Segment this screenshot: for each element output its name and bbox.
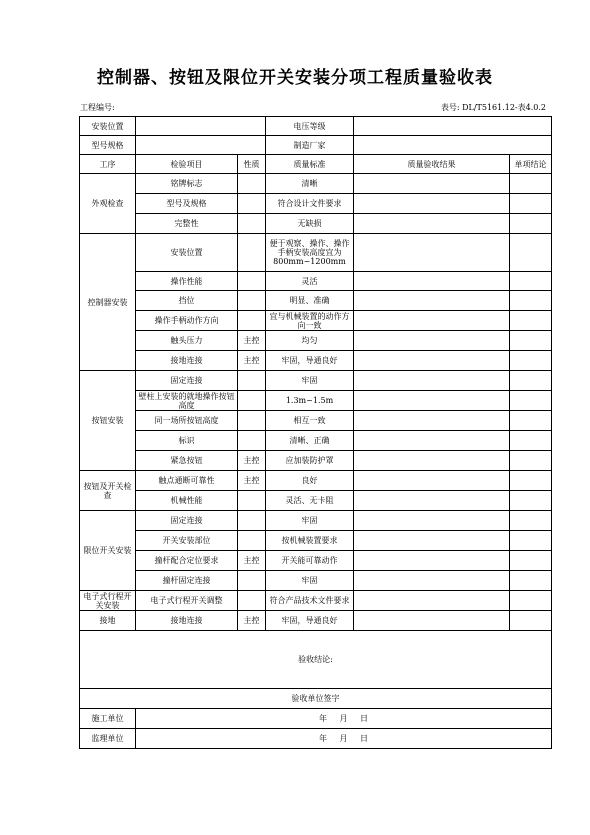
item-cell: 型号及规格 [136, 194, 238, 214]
table-row [80, 511, 552, 531]
table-row [80, 431, 552, 451]
item-cell: 操作性能 [136, 272, 238, 291]
standard-cell: 均匀 [266, 331, 354, 351]
nature-cell [238, 371, 266, 391]
acceptance-conclusion[interactable] [80, 631, 552, 689]
result-cell[interactable] [354, 351, 510, 371]
conclusion-cell[interactable] [510, 331, 552, 351]
nature-cell: 主控 [238, 331, 266, 351]
info-label-manufacturer: 制造厂家 [266, 136, 354, 155]
standard-cell: 灵活、无卡阻 [266, 491, 354, 511]
standard-cell: 牢固 [266, 511, 354, 531]
conclusion-cell[interactable] [510, 272, 552, 291]
nature-cell [238, 491, 266, 511]
table-row [80, 571, 552, 591]
nature-cell: 主控 [238, 351, 266, 371]
result-cell[interactable] [354, 194, 510, 214]
result-cell[interactable] [354, 311, 510, 331]
form-number: 表号: DL/T5161.12-表4.0.2 [440, 103, 546, 112]
acceptance-form-table [79, 116, 552, 749]
table-row [80, 611, 552, 631]
nature-cell [238, 291, 266, 311]
nature-cell [238, 174, 266, 194]
item-cell: 机械性能 [136, 491, 238, 511]
conclusion-cell[interactable] [510, 194, 552, 214]
sign-row [80, 709, 552, 729]
standard-cell: 符合产品技术文件要求 [266, 591, 354, 611]
nature-cell: 主控 [238, 471, 266, 491]
result-cell[interactable] [354, 531, 510, 551]
conclusion-cell[interactable] [510, 391, 552, 411]
nature-cell [238, 391, 266, 411]
table-row [80, 371, 552, 391]
item-cell: 撞杆配合定位要求 [136, 551, 238, 571]
standard-cell: 牢固，导通良好 [266, 351, 354, 371]
table-row [80, 214, 552, 234]
conclusion-row [80, 631, 552, 689]
result-cell[interactable] [354, 551, 510, 571]
nature-cell [238, 531, 266, 551]
group-appearance-check: 外观检查 [80, 174, 136, 234]
conclusion-cell[interactable] [510, 531, 552, 551]
nature-cell [238, 214, 266, 234]
standard-cell: 牢固，导通良好 [266, 611, 354, 631]
header-procedure: 工序 [80, 155, 136, 174]
sign-unit-supervision: 监理单位 [80, 729, 136, 749]
standard-cell: 符合设计文件要求 [266, 194, 354, 214]
info-row [80, 136, 552, 155]
table-row [80, 491, 552, 511]
sign-date-construction[interactable]: 年 月 日 [136, 709, 552, 729]
conclusion-cell[interactable] [510, 371, 552, 391]
standard-cell: 清晰、正确 [266, 431, 354, 451]
sign-date-supervision[interactable]: 年 月 日 [136, 729, 552, 749]
header-conclusion: 单项结论 [510, 155, 552, 174]
result-cell[interactable] [354, 511, 510, 531]
table-row [80, 272, 552, 291]
conclusion-cell[interactable] [510, 431, 552, 451]
standard-cell: 牢固 [266, 371, 354, 391]
conclusion-cell[interactable] [510, 591, 552, 611]
conclusion-cell[interactable] [510, 491, 552, 511]
item-cell: 完整性 [136, 214, 238, 234]
project-number-label: 工程编号: [80, 103, 115, 112]
standard-cell: 相互一致 [266, 411, 354, 431]
result-cell[interactable] [354, 431, 510, 451]
conclusion-cell[interactable] [510, 571, 552, 591]
conclusion-cell[interactable] [510, 511, 552, 531]
info-label-install-location: 安装位置 [80, 117, 136, 136]
item-cell: 操作手柄动作方向 [136, 311, 238, 331]
header-item: 检验项目 [136, 155, 238, 174]
result-cell[interactable] [354, 214, 510, 234]
standard-cell: 灵活 [266, 272, 354, 291]
result-cell[interactable] [354, 571, 510, 591]
result-cell[interactable] [354, 471, 510, 491]
table-row [80, 174, 552, 194]
table-row [80, 451, 552, 471]
item-cell: 壁柱上安装的就地操作按钮高度 [136, 391, 238, 411]
item-cell: 接地连接 [136, 611, 238, 631]
nature-cell: 主控 [238, 451, 266, 471]
result-cell[interactable] [354, 391, 510, 411]
header-row [80, 155, 552, 174]
item-cell: 开关安装部位 [136, 531, 238, 551]
sign-header-row [80, 689, 552, 709]
item-cell: 接地连接 [136, 351, 238, 371]
nature-cell: 主控 [238, 611, 266, 631]
result-cell[interactable] [354, 411, 510, 431]
conclusion-cell[interactable] [510, 311, 552, 331]
conclusion-cell[interactable] [510, 471, 552, 491]
table-row [80, 331, 552, 351]
table-row [80, 411, 552, 431]
item-cell: 紧急按钮 [136, 451, 238, 471]
nature-cell [238, 194, 266, 214]
standard-cell: 宜与机械装置的动作方向一致 [266, 311, 354, 331]
info-label-voltage-level: 电压等级 [266, 117, 354, 136]
result-cell[interactable] [354, 371, 510, 391]
standard-cell: 明显、准确 [266, 291, 354, 311]
result-cell[interactable] [354, 611, 510, 631]
group-limit-switch-install: 限位开关安装 [80, 511, 136, 591]
header-nature: 性质 [238, 155, 266, 174]
table-row [80, 471, 552, 491]
manufacturer-value[interactable] [354, 136, 552, 155]
group-button-switch-check: 按钮及开关检查 [80, 471, 136, 511]
item-cell: 同一场所按钮高度 [136, 411, 238, 431]
conclusion-cell[interactable] [510, 611, 552, 631]
group-button-install: 按钮安装 [80, 371, 136, 471]
table-row [80, 551, 552, 571]
item-cell: 固定连接 [136, 371, 238, 391]
sign-row [80, 729, 552, 749]
conclusion-cell[interactable] [510, 214, 552, 234]
group-electronic-travel-switch: 电子式行程开关安装 [80, 591, 136, 611]
result-cell[interactable] [354, 174, 510, 194]
item-cell: 安装位置 [136, 234, 238, 272]
item-cell: 触头压力 [136, 331, 238, 351]
conclusion-cell[interactable] [510, 351, 552, 371]
result-cell[interactable] [354, 591, 510, 611]
standard-cell: 按机械装置要求 [266, 531, 354, 551]
result-cell[interactable] [354, 451, 510, 471]
table-row [80, 194, 552, 214]
result-cell[interactable] [354, 491, 510, 511]
item-cell: 触点通断可靠性 [136, 471, 238, 491]
table-row [80, 351, 552, 371]
sign-header: 验收单位签字 [80, 689, 552, 709]
sign-unit-construction: 施工单位 [80, 709, 136, 729]
result-cell[interactable] [354, 272, 510, 291]
result-cell[interactable] [354, 331, 510, 351]
standard-cell: 清晰 [266, 174, 354, 194]
standard-cell: 1.3m~1.5m [266, 391, 354, 411]
nature-cell [238, 571, 266, 591]
nature-cell [238, 431, 266, 451]
nature-cell: 主控 [238, 551, 266, 571]
nature-cell [238, 411, 266, 431]
group-grounding: 接地 [80, 611, 136, 631]
nature-cell [238, 511, 266, 531]
install-location-value[interactable] [136, 117, 266, 136]
voltage-level-value[interactable] [354, 117, 552, 136]
nature-cell [238, 591, 266, 611]
item-cell: 固定连接 [136, 511, 238, 531]
info-label-model-spec: 型号规格 [80, 136, 136, 155]
conclusion-cell[interactable] [510, 411, 552, 431]
result-cell[interactable] [354, 234, 510, 272]
standard-cell: 无缺损 [266, 214, 354, 234]
item-cell: 挡位 [136, 291, 238, 311]
table-row [80, 311, 552, 331]
table-row [80, 291, 552, 311]
item-cell: 铭牌标志 [136, 174, 238, 194]
group-controller-install: 控制器安装 [80, 234, 136, 371]
conclusion-cell[interactable] [510, 451, 552, 471]
item-cell: 电子式行程开关调整 [136, 591, 238, 611]
info-row [80, 117, 552, 136]
model-spec-value[interactable] [136, 136, 266, 155]
page-title: 控制器、按钮及限位开关安装分项工程质量验收表 [97, 68, 493, 88]
nature-cell [238, 311, 266, 331]
conclusion-label: 验收结论: [298, 655, 333, 664]
standard-cell: 牢固 [266, 571, 354, 591]
conclusion-cell[interactable] [510, 174, 552, 194]
nature-cell [238, 272, 266, 291]
table-row [80, 391, 552, 411]
result-cell[interactable] [354, 291, 510, 311]
conclusion-cell[interactable] [510, 551, 552, 571]
table-row [80, 531, 552, 551]
item-cell: 标识 [136, 431, 238, 451]
conclusion-cell[interactable] [510, 234, 552, 272]
table-row [80, 591, 552, 611]
standard-cell: 良好 [266, 471, 354, 491]
nature-cell [238, 234, 266, 272]
conclusion-cell[interactable] [510, 291, 552, 311]
header-standard: 质量标准 [266, 155, 354, 174]
item-cell: 撞杆固定连接 [136, 571, 238, 591]
table-row [80, 234, 552, 272]
standard-cell: 开关能可靠动作 [266, 551, 354, 571]
standard-cell: 应加装防护罩 [266, 451, 354, 471]
header-result: 质量验收结果 [354, 155, 510, 174]
standard-cell: 便于观察、操作、操作手柄安装高度宜为800mm~1200mm [266, 234, 354, 272]
